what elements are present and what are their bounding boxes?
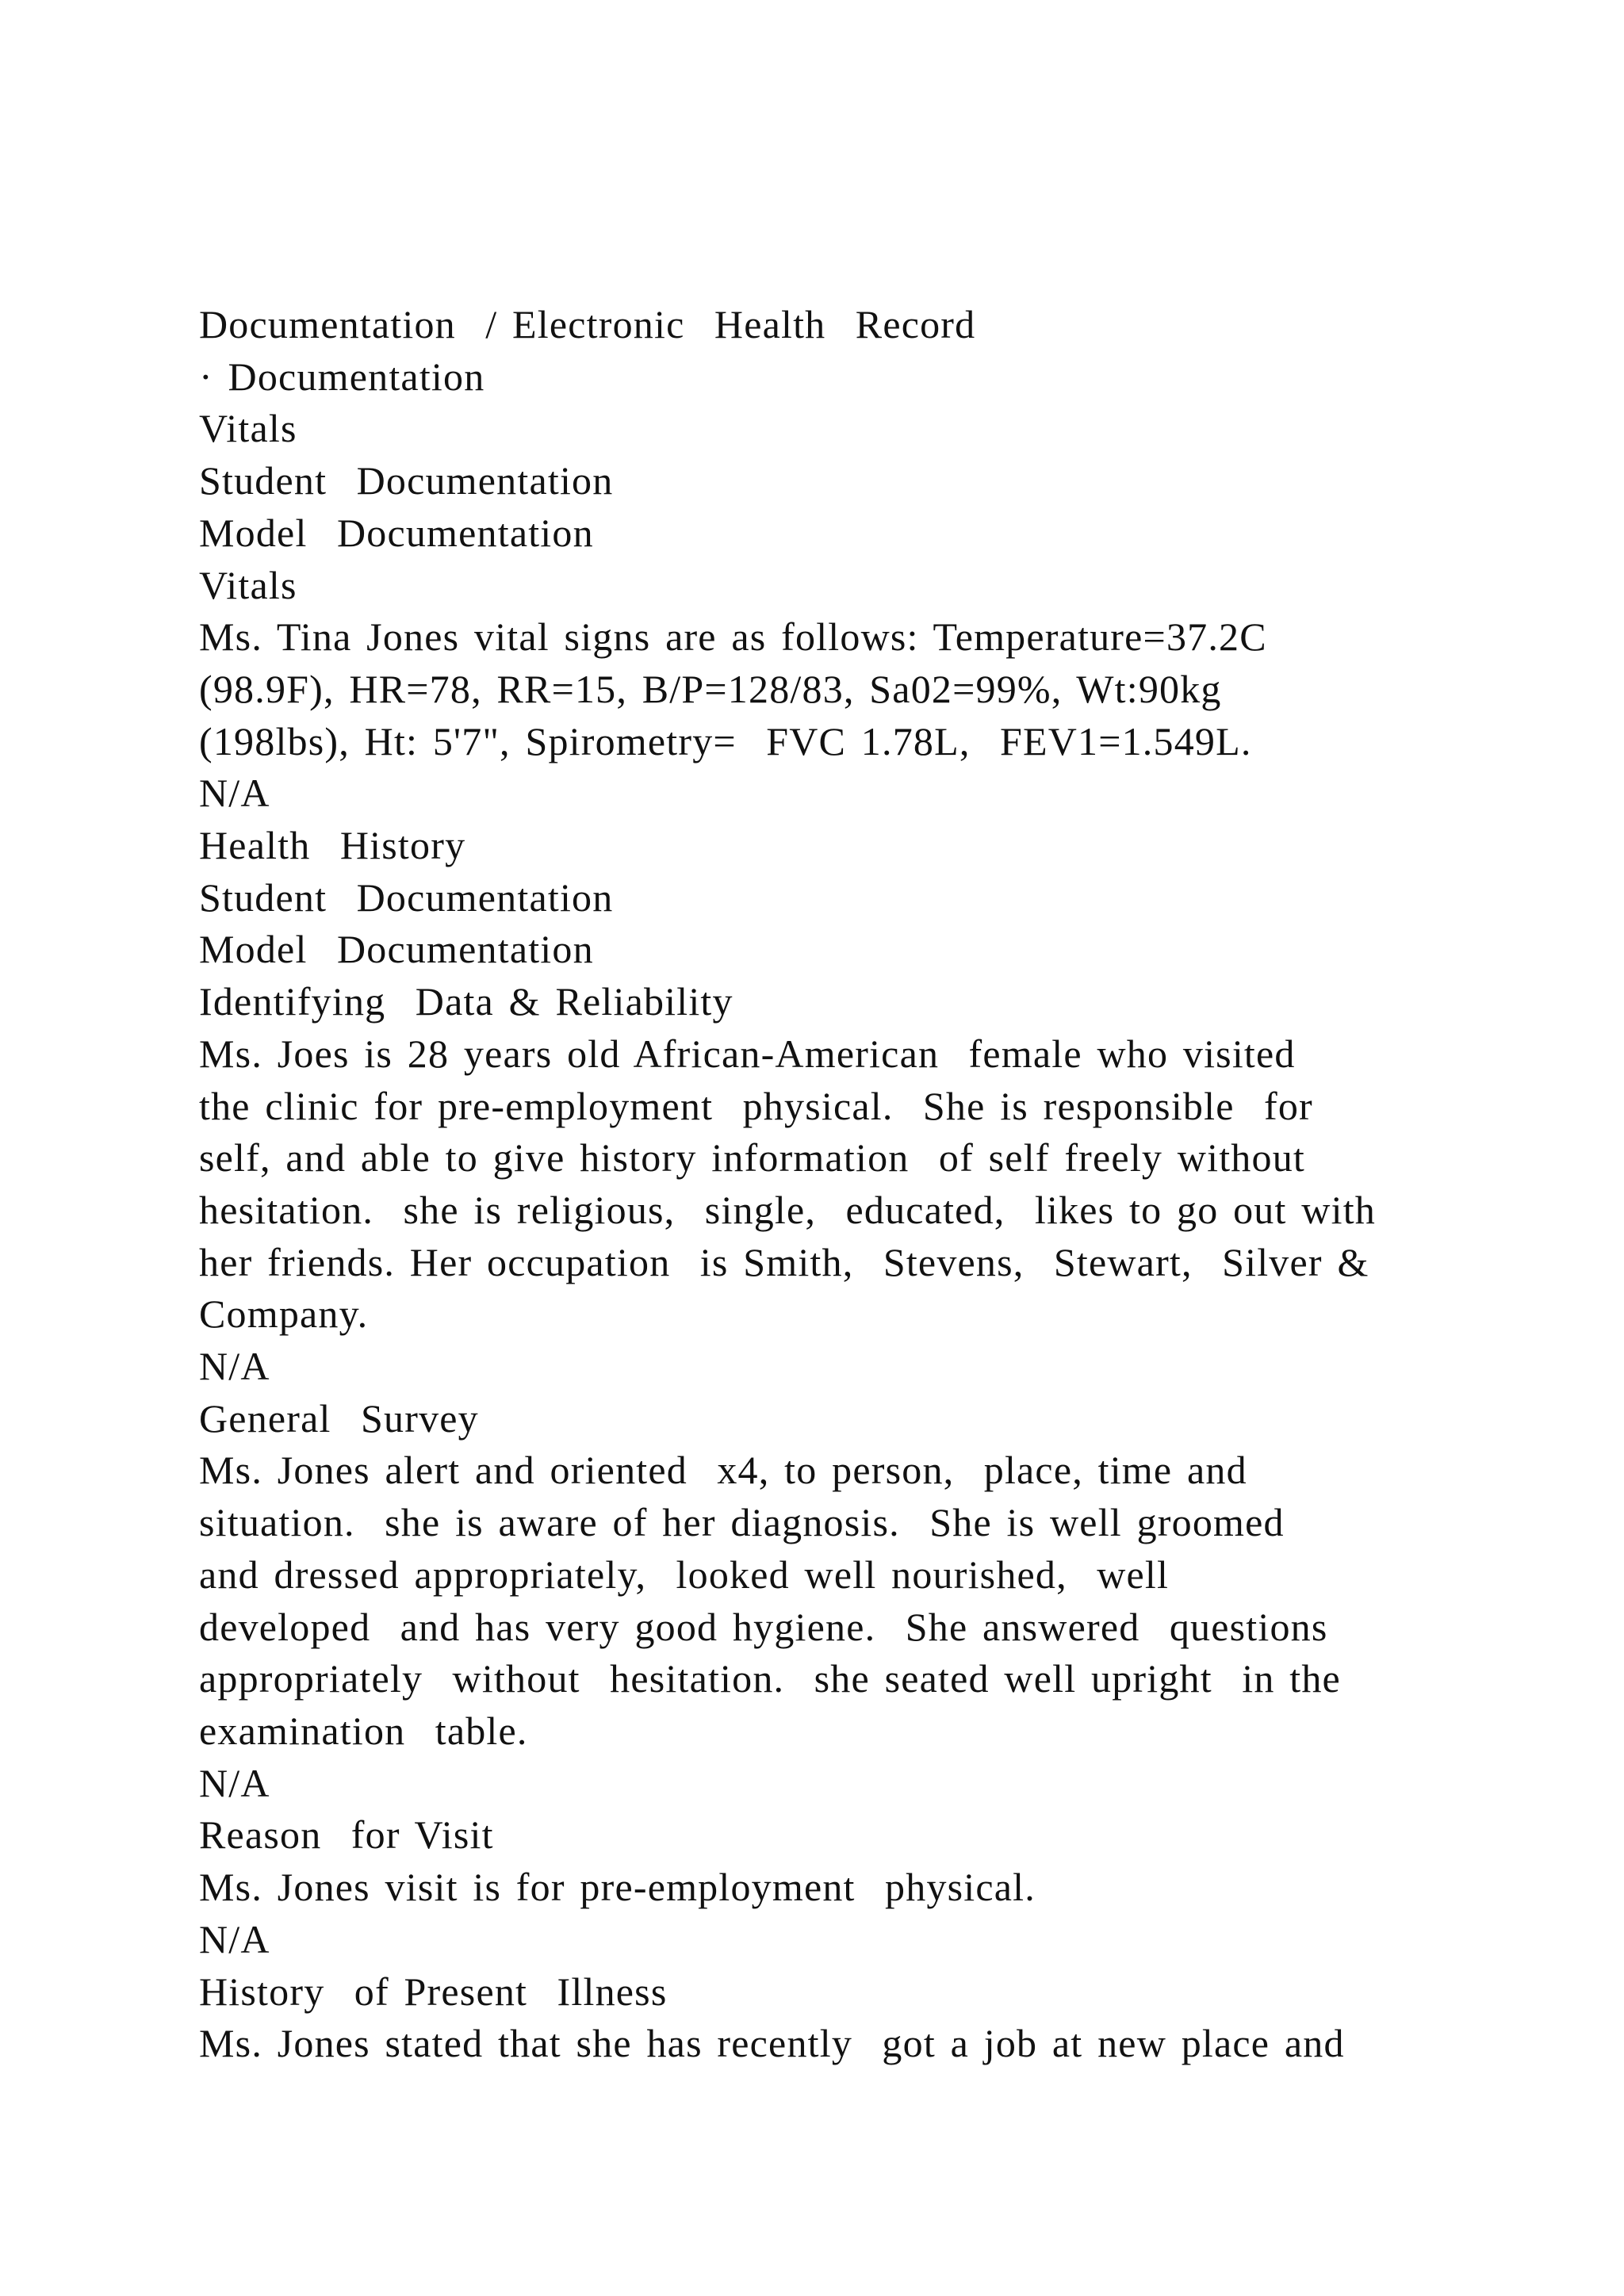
subheading-vitals: Vitals — [199, 562, 297, 607]
general-survey-text-line: and dressed appropriately, looked well nourished, well — [199, 1552, 1170, 1597]
subheading-history-of-present-illness: History of Present Illness — [199, 1969, 668, 2014]
general-survey-text-line: Ms. Jones alert and oriented x4, to person, place, time and — [199, 1448, 1247, 1493]
reason-for-visit-text-line: Ms. Jones visit is for pre-employment physical. — [199, 1865, 1036, 1910]
document-body — [199, 299, 1452, 2070]
subheading-reason-for-visit: Reason for Visit — [199, 1812, 494, 1858]
na-marker: N/A — [199, 1344, 270, 1389]
document-title: Documentation / Electronic Health Record — [199, 302, 976, 346]
section-heading-vitals: Vitals — [199, 406, 297, 451]
identifying-data-text-line: hesitation. she is religious, single, educated, likes to go out with — [199, 1187, 1376, 1232]
student-documentation-label: Student Documentation — [199, 874, 614, 920]
subheading-identifying-data: Identifying Data & Reliability — [199, 979, 733, 1024]
general-survey-text-line: developed and has very good hygiene. She answered questions — [199, 1604, 1328, 1649]
general-survey-text-line: situation. she is aware of her diagnosis. She is well groomed — [199, 1500, 1285, 1545]
identifying-data-text-line: Company. — [199, 1292, 369, 1337]
na-marker: N/A — [199, 1916, 270, 1961]
subheading-general-survey: General Survey — [199, 1395, 479, 1441]
identifying-data-text-line: the clinic for pre-employment physical. She is responsible for — [199, 1083, 1313, 1128]
na-marker: N/A — [199, 771, 270, 816]
model-documentation-label: Model Documentation — [199, 510, 594, 555]
model-documentation-label: Model Documentation — [199, 927, 594, 972]
identifying-data-text-line: her friends. Her occupation is Smith, Stevens, Stewart, Silver & — [199, 1239, 1369, 1284]
general-survey-text-line: appropriately without hesitation. she seated well upright in the — [199, 1656, 1341, 1701]
present-illness-text-line: Ms. Jones stated that she has recently got a job at new place and — [199, 2021, 1345, 2066]
identifying-data-text-line: Ms. Joes is 28 years old African-American female who visited — [199, 1031, 1296, 1076]
student-documentation-label: Student Documentation — [199, 458, 614, 503]
na-marker: N/A — [199, 1760, 270, 1805]
section-heading-health-history: Health History — [199, 823, 466, 868]
section-bullet-documentation: · Documentation — [199, 354, 485, 399]
vitals-text-line: (98.9F), HR=78, RR=15, B/P=128/83, Sa02=99%, Wt:90kg — [199, 666, 1222, 711]
vitals-text-line: (198lbs), Ht: 5'7", Spirometry= FVC 1.78L, FEV1=1.549L. — [199, 718, 1252, 763]
general-survey-text-line: examination table. — [199, 1708, 528, 1753]
identifying-data-text-line: self, and able to give history information of self freely without — [199, 1135, 1305, 1181]
vitals-text-line: Ms. Tina Jones vital signs are as follows: Temperature=37.2C — [199, 614, 1267, 660]
